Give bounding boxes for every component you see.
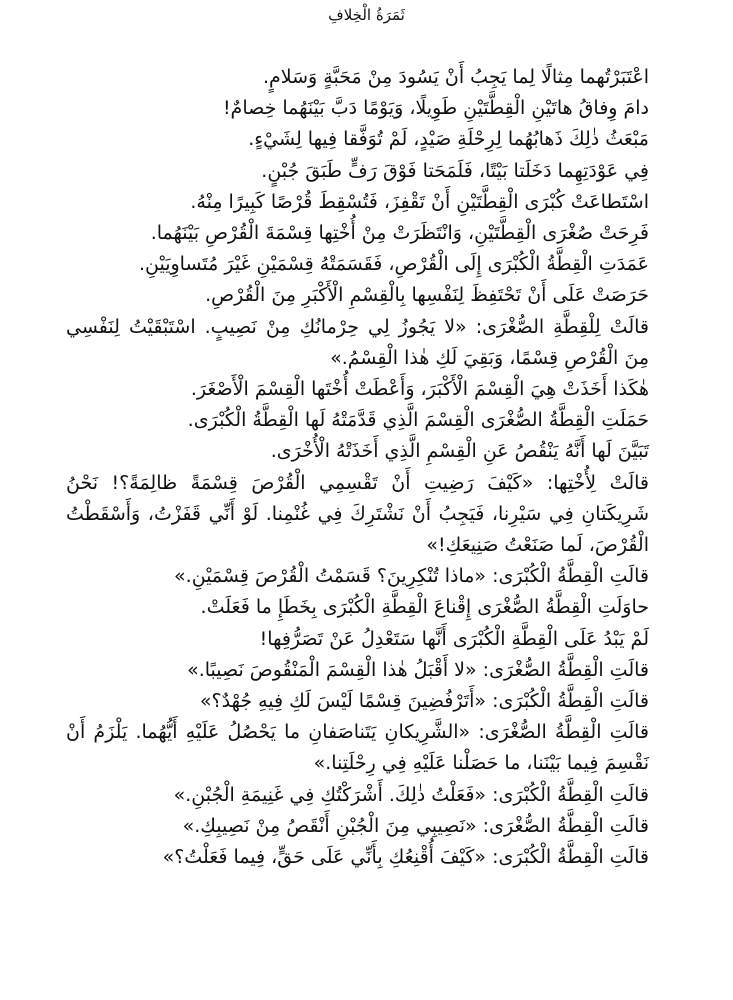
- paragraph: قالَتِ الْقِطَّةُ الصُّغْرَى: «نَصِيبِي مِنَ الْجُبْنِ أَنْقَصُ مِنْ نَصِيبِكِ.»: [182, 814, 649, 837]
- paragraph: دامَ وِفاقُ هاتَيْنِ الْقِطَّتَيْنِ طَوِيلًا، وَيَوْمًا دَبَّ بَيْنَهُما خِصامٌ!: [222, 97, 649, 120]
- paragraph: حاوَلَتِ الْقِطَّةُ الصُّغْرَى إِقْناعَ الْقِطَّةِ الْكُبْرَى بِخَطَإِ ما فَعَلَتْ.: [200, 596, 649, 619]
- paragraph: قالَتِ الْقِطَّةُ الْكُبْرَى: «فَعَلْتُ ذٰلِكَ. أَشْرَكْتُكِ فِي غَنِيمَةِ الْجُبْنِ.»: [173, 783, 649, 806]
- paragraph: عَمَدَتِ الْقِطَّةُ الْكُبْرَى إِلَى الْقُرْصِ، فَقَسَمَتْهُ قِسْمَيْنِ غَيْرَ مُتَساوِيَيْنِ.: [138, 253, 649, 276]
- paragraph: حَرَصَتْ عَلَى أَنْ تَحْتَفِظَ لِنَفْسِها بِالْقِسْمِ الْأَكْبَرِ مِنَ الْقُرْصِ.: [205, 284, 649, 307]
- paragraph: قالَتِ الْقِطَّةُ الْكُبْرَى: «ماذا تُنْكِرِينَ؟ قَسَمْتُ الْقُرْصَ قِسْمَيْنِ.»: [174, 565, 649, 588]
- document-body: [66, 62, 649, 873]
- paragraph: قالَتِ الْقِطَّةُ الْكُبْرَى: «أَتَرْفُضِينَ قِسْمًا لَيْسَ لَكِ فِيهِ جُهْدٌ؟»: [199, 690, 649, 713]
- paragraph: قالَتْ لِلْقِطَّةِ الصُّغْرَى: «لا يَجُوزُ لِي حِرْمانُكِ مِنْ نَصِيبٍ. اسْتَبْقَيْتُ لِنَفْسِي مِنَ الْقُرْصِ قِسْمًا، وَبَقِيَ لَكِ هٰذا الْقِسْمُ.»: [66, 315, 649, 369]
- paragraph: حَمَلَتِ الْقِطَّةُ الصُّغْرَى الْقِسْمَ الَّذِي قَدَّمَتْهُ لَها الْقِطَّةُ الْكُبْرَى.: [187, 409, 649, 432]
- document-title: ثَمَرَةُ الْخِلافِ: [328, 6, 405, 24]
- paragraph: مَبْعَثُ ذٰلِكَ ذَهابُهُما لِرِحْلَةِ صَيْدٍ، لَمْ تُوَفَّقا فِيها لِشَيْءٍ.: [248, 128, 649, 151]
- paragraph: لَمْ يَبْدُ عَلَى الْقِطَّةِ الْكُبْرَى أَنَّها سَتَعْدِلُ عَنْ تَصَرُّفِها!: [259, 627, 649, 650]
- paragraph: قالَتِ الْقِطَّةُ الْكُبْرَى: «كَيْفَ أُقْنِعُكِ بِأَنِّي عَلَى حَقٍّ، فِيما فَعَلْتُ؟»: [162, 846, 649, 869]
- paragraph: قالَتِ الْقِطَّةُ الصُّغْرَى: «الشَّرِيكانِ يَتَناصَفانِ ما يَحْصُلُ عَلَيْهِ أَيُّهُما. يَلْزَمُ أَنْ نَقْسِمَ فِيما بَيْنَنا، ما حَصَلْنا عَلَيْهِ فِي رِحْلَتِنا.»: [66, 721, 649, 775]
- paragraph: تَبَيَّنَ لَها أَنَّهُ يَنْقُصُ عَنِ الْقِسْمِ الَّذِي أَخَذَتْهُ الْأُخْرَى.: [270, 440, 649, 463]
- paragraph: قالَتِ الْقِطَّةُ الصُّغْرَى: «لا أَقْبَلُ هٰذا الْقِسْمَ الْمَنْقُوصَ نَصِيبًا.»: [187, 658, 649, 681]
- paragraph: هٰكَذا أَخَذَتْ هِيَ الْقِسْمَ الْأَكْبَرَ، وَأَعْطَتْ أُخْتَها الْقِسْمَ الْأَصْغَرَ.: [190, 378, 649, 401]
- paragraph: اعْتَبَرْتُهما مِثالًا لِما يَجِبُ أَنْ يَسُودَ مِنْ مَحَبَّةٍ وَسَلامٍ.: [263, 66, 649, 88]
- paragraph: قالَتْ لِأُخْتِها: «كَيْفَ رَضِيتِ أَنْ تَقْسِمِي الْقُرْصَ قِسْمَةً ظالِمَةً؟! نَحْنُ شَرِيكَتانِ فِي سَيْرِنا، فَيَجِبُ أَنْ نَشْتَرِكَ فِي غُنْمِنا. لَوْ أَنِّي قَفَزْتُ، وَأَسْقَطْتُ الْقُرْصَ، لَما صَنَعْتُ صَنِيعَكِ!»: [66, 471, 649, 557]
- paragraph: اسْتَطاعَتْ كُبْرَى الْقِطَّتَيْنِ أَنْ تَقْفِزَ، فَتُسْقِطَ قُرْصًا كَبِيرًا مِنْهُ.: [190, 190, 649, 213]
- paragraph: فَرِحَتْ صُغْرَى الْقِطَّتَيْنِ، وَانْتَظَرَتْ مِنْ أُخْتِها قِسْمَةَ الْقُرْصِ بَيْنَهُما.: [150, 222, 649, 245]
- paragraph: فِي عَوْدَتِهِما دَخَلَتا بَيْتًا، فَلَمَحَتا فَوْقَ رَفٍّ طَبَقَ جُبْنٍ.: [261, 159, 649, 182]
